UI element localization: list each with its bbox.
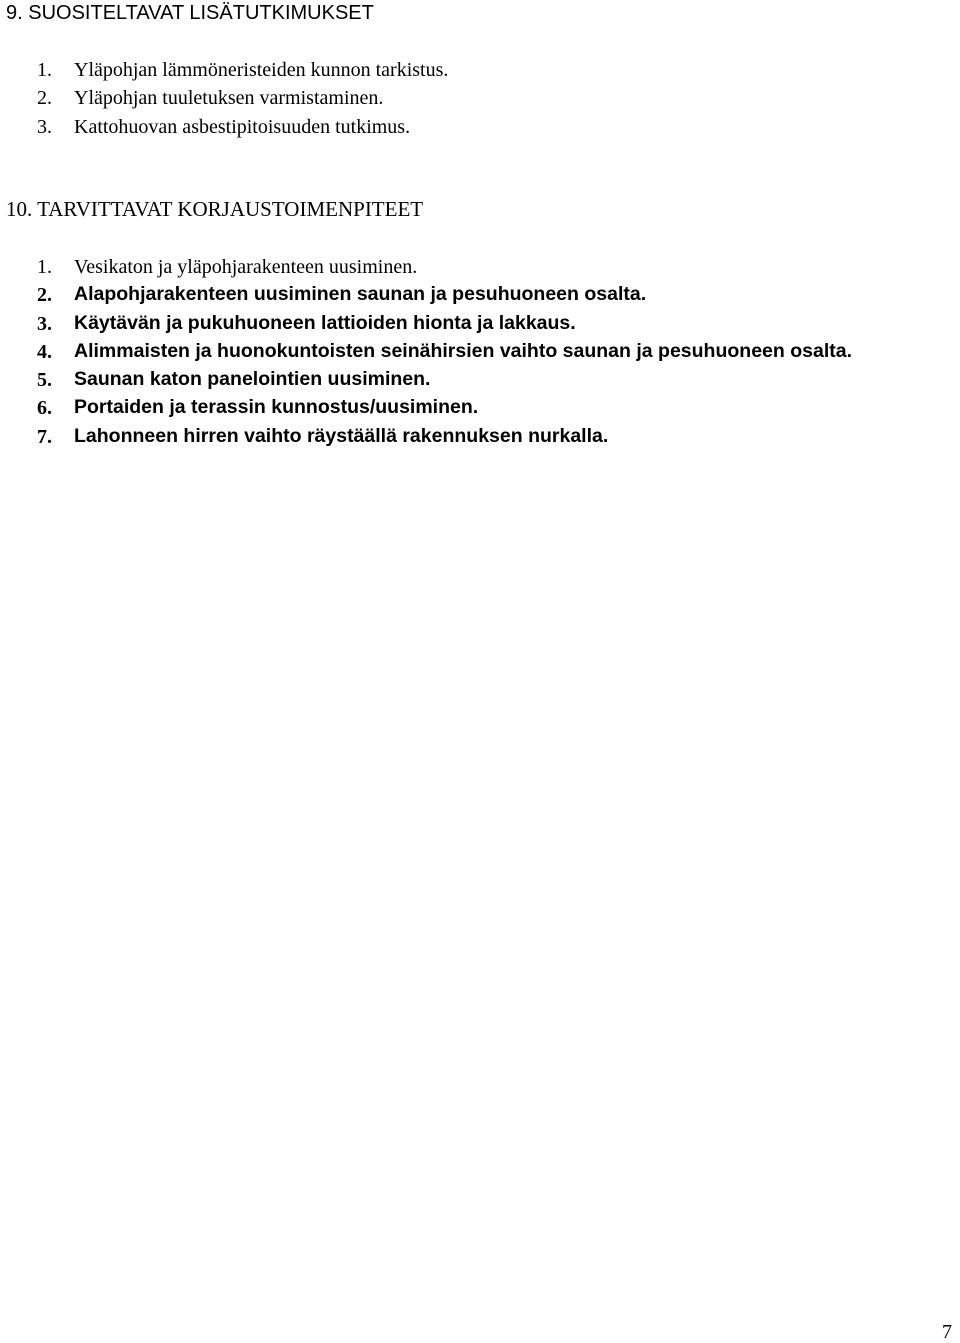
- section-9-heading: 9. SUOSITELTAVAT LISÄTUTKIMUKSET: [6, 2, 374, 24]
- list-item-number: 5.: [37, 369, 52, 392]
- list-item-number: 1.: [37, 256, 52, 278]
- list-item-number: 4.: [37, 340, 52, 363]
- list-item-number: 1.: [37, 59, 52, 81]
- list-item-number: 7.: [37, 425, 52, 448]
- list-item-text: Käytävän ja pukuhuoneen lattioiden hionta ja lakkaus.: [74, 311, 576, 334]
- list-item-number: 3.: [37, 312, 52, 335]
- list-item-text: Saunan katon panelointien uusiminen.: [74, 368, 431, 391]
- list-item-text: Portaiden ja terassin kunnostus/uusiminen.: [74, 396, 479, 419]
- list-item-text: Yläpohjan lämmöneristeiden kunnon tarkistus.: [74, 59, 449, 81]
- list-item-text: Alapohjarakenteen uusiminen saunan ja pesuhuoneen osalta.: [74, 283, 647, 306]
- list-item-text: Lahonneen hirren vaihto räystäällä rakennuksen nurkalla.: [74, 424, 609, 447]
- list-item-text: Kattohuovan asbestipitoisuuden tutkimus.: [74, 115, 411, 138]
- list-item-number: 3.: [37, 115, 52, 138]
- list-item-number: 2.: [37, 87, 52, 110]
- page-number: 7: [942, 1321, 952, 1343]
- list-item-number: 6.: [37, 397, 52, 420]
- list-item-text: Yläpohjan tuuletuksen varmistaminen.: [74, 87, 384, 110]
- list-item-text: Alimmaisten ja huonokuntoisten seinähirsien vaihto saunan ja pesuhuoneen osalta.: [74, 339, 852, 362]
- list-item-text: Vesikaton ja yläpohjarakenteen uusiminen.: [74, 256, 418, 278]
- list-item-number: 2.: [37, 284, 52, 307]
- section-10-heading: 10. TARVITTAVAT KORJAUSTOIMENPITEET: [6, 197, 424, 221]
